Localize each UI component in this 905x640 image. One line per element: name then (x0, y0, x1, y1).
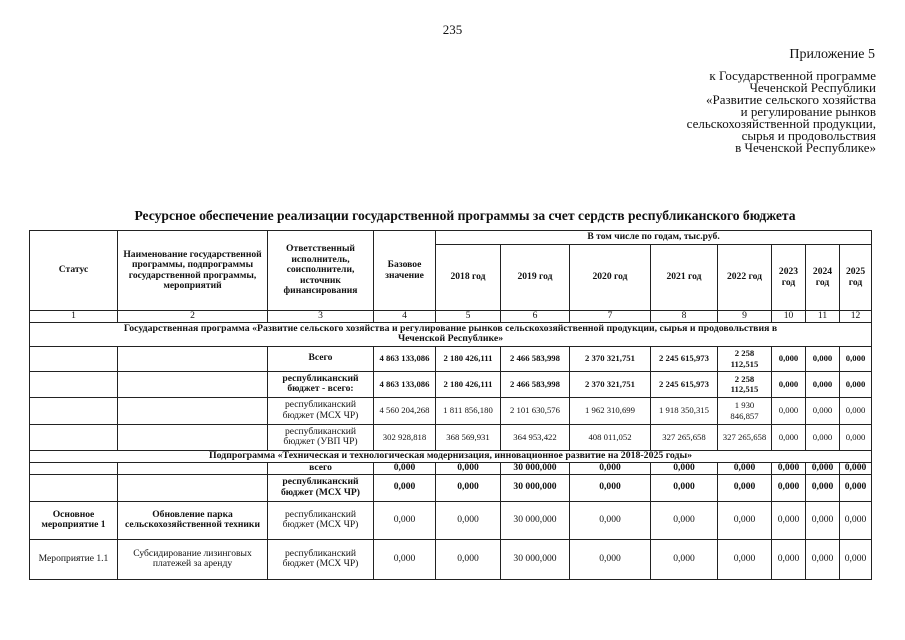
source-cell: республиканский бюджет (МСХ ЧР) (268, 539, 374, 579)
name-cell (118, 462, 268, 474)
value-cell: 0,000 (806, 371, 840, 397)
header-year: 2018 год (436, 245, 501, 311)
value-cell: 0,000 (840, 397, 872, 424)
value-cell: 1 918 350,315 (651, 397, 718, 424)
value-cell: 1 930 846,857 (718, 397, 772, 424)
table-row (30, 501, 872, 539)
column-number: 10 (772, 311, 806, 323)
value-cell: 0,000 (772, 371, 806, 397)
value-cell: 1 811 856,180 (436, 397, 501, 424)
header-years-group: В том числе по годам, тыс.руб. (436, 231, 872, 245)
header-year: 2020 год (570, 245, 651, 311)
value-cell: 30 000,000 (501, 539, 570, 579)
value-cell: 0,000 (772, 424, 806, 450)
value-cell: 2 258 112,515 (718, 371, 772, 397)
value-cell: 0,000 (718, 539, 772, 579)
name-cell (118, 346, 268, 371)
header-name: Наименование государственной программы, подпрограммы государственной программы, мероприятий (118, 231, 268, 311)
appendix-title: Приложение 5 (789, 47, 875, 62)
value-cell: 2 370 321,751 (570, 371, 651, 397)
table-row (30, 397, 872, 424)
header-year: 2021 год (651, 245, 718, 311)
value-cell: 0,000 (806, 539, 840, 579)
table-row (30, 474, 872, 501)
name-cell: Обновление парка сельскохозяйственной техники (118, 501, 268, 539)
header-year: 2025 год (840, 245, 872, 311)
value-cell: 0,000 (651, 462, 718, 474)
program-heading-row (30, 322, 872, 346)
column-number: 1 (30, 311, 118, 323)
value-cell: 0,000 (570, 501, 651, 539)
name-cell (118, 424, 268, 450)
appendix-line: и регулирование рынков (740, 104, 876, 119)
value-cell: 0,000 (436, 539, 501, 579)
value-cell: 0,000 (374, 474, 436, 501)
value-cell: 0,000 (806, 424, 840, 450)
source-cell: республиканский бюджет (УВП ЧР) (268, 424, 374, 450)
value-cell: 0,000 (772, 397, 806, 424)
subprogram-heading-row (30, 450, 872, 462)
value-cell: 2 370 321,751 (570, 346, 651, 371)
value-cell: 0,000 (651, 474, 718, 501)
value-cell: 302 928,818 (374, 424, 436, 450)
value-cell: 0,000 (840, 474, 872, 501)
value-cell: 30 000,000 (501, 462, 570, 474)
source-cell: республиканский бюджет (МСХ ЧР) (268, 501, 374, 539)
resource-table (29, 230, 872, 580)
value-cell: 2 245 615,973 (651, 371, 718, 397)
value-cell: 0,000 (374, 539, 436, 579)
value-cell: 408 011,052 (570, 424, 651, 450)
value-cell: 0,000 (570, 474, 651, 501)
value-cell: 0,000 (374, 501, 436, 539)
source-cell: всего (268, 462, 374, 474)
column-number: 5 (436, 311, 501, 323)
page-number: 235 (442, 22, 463, 37)
value-cell: 0,000 (772, 462, 806, 474)
appendix-line: «Развитие сельского хозяйства (706, 92, 876, 107)
value-cell: 30 000,000 (501, 474, 570, 501)
value-cell: 0,000 (806, 462, 840, 474)
source-cell: республиканский бюджет (МСХ ЧР) (268, 397, 374, 424)
value-cell: 1 962 310,699 (570, 397, 651, 424)
column-number: 12 (840, 311, 872, 323)
table-row (30, 371, 872, 397)
source-cell: республиканский бюджет - всего: (268, 371, 374, 397)
value-cell: 0,000 (840, 539, 872, 579)
header-base: Базовое значение (374, 231, 436, 311)
appendix-line: Чеченской Республики (749, 80, 876, 95)
value-cell: 0,000 (806, 397, 840, 424)
table-row (30, 539, 872, 579)
value-cell: 0,000 (772, 539, 806, 579)
value-cell: 0,000 (570, 462, 651, 474)
value-cell: 0,000 (806, 346, 840, 371)
value-cell: 0,000 (840, 501, 872, 539)
table-row (30, 346, 872, 371)
name-cell (118, 474, 268, 501)
table-row (30, 462, 872, 474)
column-number: 7 (570, 311, 651, 323)
column-number: 4 (374, 311, 436, 323)
status-cell: Мероприятие 1.1 (30, 539, 118, 579)
status-cell (30, 474, 118, 501)
value-cell: 0,000 (651, 539, 718, 579)
value-cell: 2 466 583,998 (501, 371, 570, 397)
table-row (30, 424, 872, 450)
value-cell: 2 245 615,973 (651, 346, 718, 371)
status-cell (30, 346, 118, 371)
value-cell: 4 863 133,086 (374, 371, 436, 397)
value-cell: 4 560 204,268 (374, 397, 436, 424)
value-cell: 0,000 (840, 371, 872, 397)
header-responsible: Ответственный исполнитель, соисполнители, источник финансирования (268, 231, 374, 311)
appendix-line: сельскохозяйственной продукции, (686, 116, 876, 131)
column-number: 6 (501, 311, 570, 323)
value-cell: 364 953,422 (501, 424, 570, 450)
appendix-line: сырья и продовольствия (741, 128, 876, 143)
header-year: 2023 год (772, 245, 806, 311)
column-number: 2 (118, 311, 268, 323)
value-cell: 4 863 133,086 (374, 346, 436, 371)
value-cell: 0,000 (806, 501, 840, 539)
header-row (30, 231, 872, 245)
value-cell: 0,000 (436, 501, 501, 539)
appendix-line: к Государственной программе (709, 68, 876, 83)
name-cell (118, 371, 268, 397)
source-cell: Всего (268, 346, 374, 371)
subprogram-heading: Подпрограмма «Техническая и технологическая модернизация, инновационное развитие на 2018-2025 годы» (30, 450, 872, 462)
status-cell (30, 371, 118, 397)
value-cell: 0,000 (436, 474, 501, 501)
value-cell: 0,000 (718, 501, 772, 539)
value-cell: 368 569,931 (436, 424, 501, 450)
status-cell (30, 397, 118, 424)
name-cell: Субсидирование лизинговых платежей за аренду (118, 539, 268, 579)
header-status: Статус (30, 231, 118, 311)
value-cell: 327 265,658 (651, 424, 718, 450)
value-cell: 2 180 426,111 (436, 371, 501, 397)
value-cell: 0,000 (772, 346, 806, 371)
value-cell: 0,000 (718, 474, 772, 501)
appendix-text (687, 70, 876, 154)
value-cell: 0,000 (718, 462, 772, 474)
value-cell: 0,000 (374, 462, 436, 474)
value-cell: 2 258 112,515 (718, 346, 772, 371)
value-cell: 0,000 (840, 424, 872, 450)
value-cell: 327 265,658 (718, 424, 772, 450)
status-cell (30, 424, 118, 450)
value-cell: 2 466 583,998 (501, 346, 570, 371)
value-cell: 0,000 (772, 474, 806, 501)
column-number: 9 (718, 311, 772, 323)
column-number: 11 (806, 311, 840, 323)
program-heading: Государственная программа «Развитие сельского хозяйства и регулирование рынков сельскохозяйственной продукции, сырья и продовольствия в Чеченской Республике» (30, 322, 872, 346)
document-title: Ресурсное обеспечение реализации государственной программы за счет сердств республиканского бюджета (134, 208, 796, 223)
header-year: 2019 год (501, 245, 570, 311)
status-cell: Основное мероприятие 1 (30, 501, 118, 539)
header-year: 2024 год (806, 245, 840, 311)
appendix-line: в Чеченской Республике» (735, 140, 876, 155)
value-cell: 0,000 (772, 501, 806, 539)
source-cell: республиканский бюджет (МСХ ЧР) (268, 474, 374, 501)
header-year: 2022 год (718, 245, 772, 311)
value-cell: 0,000 (806, 474, 840, 501)
value-cell: 0,000 (570, 539, 651, 579)
value-cell: 30 000,000 (501, 501, 570, 539)
value-cell: 0,000 (436, 462, 501, 474)
value-cell: 2 101 630,576 (501, 397, 570, 424)
value-cell: 0,000 (840, 346, 872, 371)
column-number: 3 (268, 311, 374, 323)
value-cell: 0,000 (840, 462, 872, 474)
value-cell: 2 180 426,111 (436, 346, 501, 371)
status-cell (30, 462, 118, 474)
column-number-row (30, 311, 872, 323)
name-cell (118, 397, 268, 424)
value-cell: 0,000 (651, 501, 718, 539)
column-number: 8 (651, 311, 718, 323)
